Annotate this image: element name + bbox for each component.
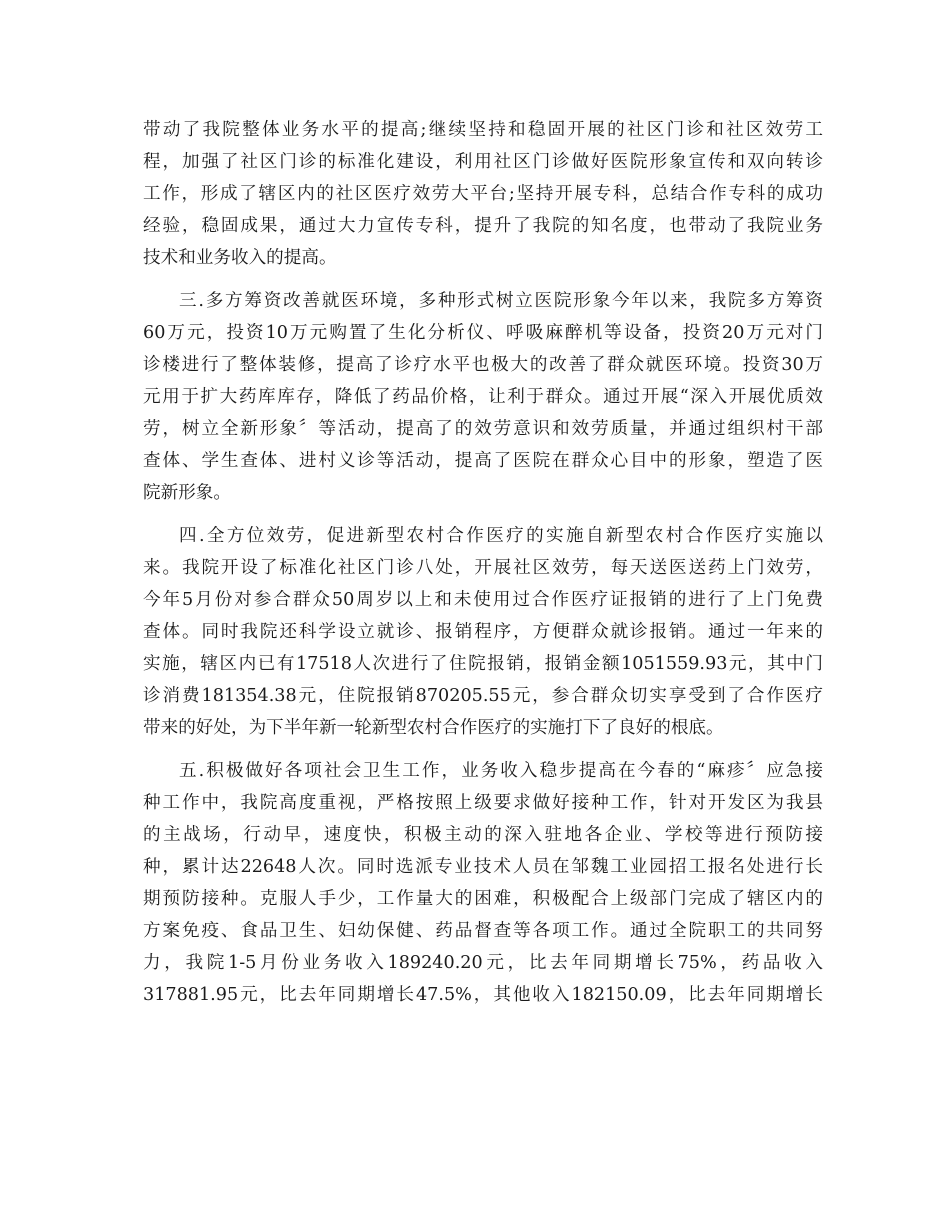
paragraph-gap [143,744,823,755]
text-line: 种工作中，我院高度重视，严格按照上级要求做好接种工作，针对开发区为我县 [143,793,823,813]
text-line: 力，我院1-5月份业务收入189240.20元，比去年同期增长75%，药品收入 [143,953,823,973]
text-line: 经验，稳固成果，通过大力宣传专科，提升了我院的知名度，也带动了我院业务 [143,216,823,236]
document-body [143,114,823,1011]
text-line: 种，累计达22648人次。同时选派专业技术人员在邹魏工业园招工报名处进行长 [143,857,823,877]
text-line: 元用于扩大药库库存，降低了药品价格，让利于群众。通过开展“深入开展优质效 [143,387,823,407]
text-line: 程，加强了社区门诊的标准化建设，利用社区门诊做好医院形象宣传和双向转诊 [143,152,823,172]
text-line: 诊消费181354.38元，住院报销870205.55元，参合群众切实享受到了合作医疗 [143,686,823,706]
text-line: 317881.95元，比去年同期增长47.5%，其他收入182150.09，比去年同期增长 [143,985,823,1005]
text-line: 60万元，投资10万元购置了生化分析仪、呼吸麻醉机等设备，投资20万元对门 [143,323,823,343]
paragraph-heading-line: 三.多方筹资改善就医环境，多种形式树立医院形象今年以来，我院多方筹资 [179,291,823,311]
paragraph-heading-line: 五.积极做好各项社会卫生工作，业务收入稳步提高在今春的“麻疹〞应急接 [179,761,823,781]
text-line: 实施，辖区内已有17518人次进行了住院报销，报销金额1051559.93元，其中门 [143,654,823,674]
text-line: 诊楼进行了整体装修，提高了诊疗水平也极大的改善了群众就医环境。投资30万 [143,355,823,375]
text-line: 查体。同时我院还科学设立就诊、报销程序，方便群众就诊报销。通过一年来的 [143,622,823,642]
text-line: 带动了我院整体业务水平的提高;继续坚持和稳固开展的社区门诊和社区效劳工 [143,120,823,140]
text-line: 工作，形成了辖区内的社区医疗效劳大平台;坚持开展专科，总结合作专科的成功 [143,184,823,204]
paragraph-gap [143,509,823,520]
text-line: 查体、学生查体、进村义诊等活动，提高了医院在群众心目中的形象，塑造了医 [143,451,823,471]
text-line: 期预防接种。克服人手少，工作量大的困难，积极配合上级部门完成了辖区内的 [143,889,823,909]
paragraph-heading-line: 四.全方位效劳，促进新型农村合作医疗的实施自新型农村合作医疗实施以 [179,526,823,546]
paragraph-gap [143,274,823,285]
text-line: 劳，树立全新形象〞等活动，提高了的效劳意识和效劳质量，并通过组织村干部 [143,419,823,439]
text-line: 带来的好处，为下半年新一轮新型农村合作医疗的实施打下了良好的根底。 [143,718,724,738]
text-line: 方案免疫、食品卫生、妇幼保健、药品督查等各项工作。通过全院职工的共同努 [143,921,823,941]
text-line: 技术和业务收入的提高。 [143,248,337,268]
text-line: 今年5月份对参合群众50周岁以上和未使用过合作医疗证报销的进行了上门免费 [143,590,823,610]
text-line: 来。我院开设了标准化社区门诊八处，开展社区效劳，每天送医送药上门效劳， [143,558,823,578]
text-line: 院新形象。 [143,483,231,503]
text-line: 的主战场，行动早，速度快，积极主动的深入驻地各企业、学校等进行预防接 [143,825,823,845]
